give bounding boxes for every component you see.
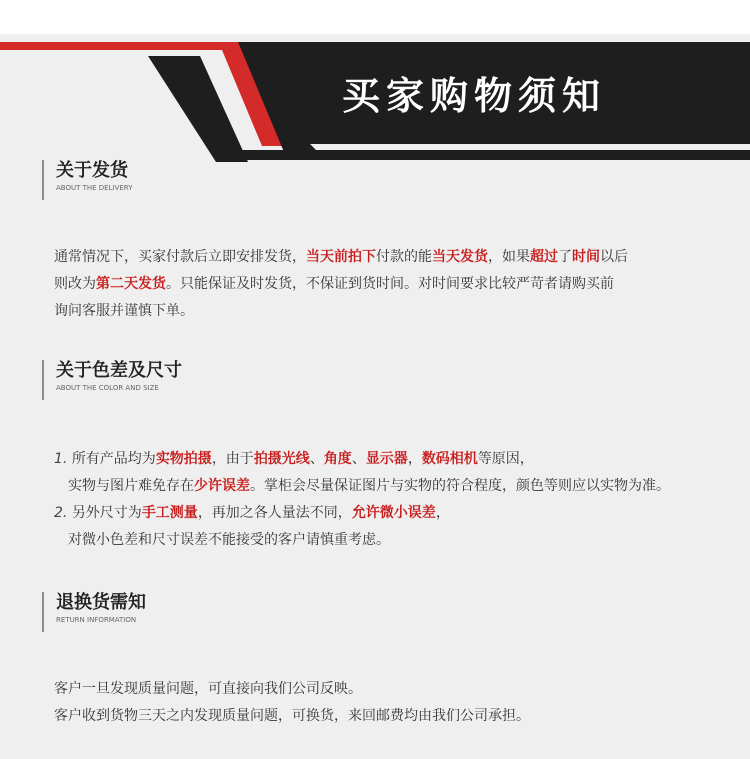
text: 等原因， [477, 451, 534, 467]
highlight: 第二天发货 [96, 276, 166, 292]
text: 所有产品均为 [71, 451, 156, 467]
text: 。只能保证及时发货，不保证到货时间。对时间要求比较严苛者请购买前 [166, 276, 614, 292]
highlight: 显示器 [365, 451, 408, 467]
highlight: 时间 [572, 249, 600, 265]
delivery-line-1 [54, 244, 628, 271]
text: 另外尺寸为 [71, 505, 142, 521]
highlight: 少许误差 [194, 478, 250, 494]
text: 则改为 [54, 276, 96, 292]
highlight: 允许微小误差 [351, 505, 436, 521]
text: 了 [558, 249, 572, 265]
highlight: 实物拍摄 [155, 451, 212, 467]
delivery-line-3 [54, 298, 628, 325]
color-size-item-2-continued [54, 527, 670, 554]
text: 、 [309, 451, 324, 467]
delivery-line-2 [54, 271, 628, 298]
highlight: 拍摄光线 [253, 451, 310, 467]
text: ，由于 [211, 451, 254, 467]
returns-line-2: 客户收到货物三天之内发现质量问题，可换货，来回邮费均由我们公司承担。 [54, 708, 530, 724]
color-size-subtitle: ABOUT THE COLOR AND SIZE [56, 384, 159, 392]
color-size-item-2 [54, 500, 670, 527]
text: ， [407, 451, 422, 467]
banner-black-bottom [236, 150, 750, 160]
text: ，如果 [488, 249, 530, 265]
color-size-item-1 [54, 446, 670, 473]
text: 、 [351, 451, 366, 467]
highlight: 超过 [530, 249, 558, 265]
banner-title: 买家购物须知 [342, 74, 607, 118]
text: 询问客服并谨慎下单。 [54, 303, 194, 319]
text: 付款的能 [376, 249, 432, 265]
color-size-item-1-continued [54, 473, 670, 500]
text: 。掌柜会尽量保证图片与实物的符合程度，颜色等则应以实物为准。 [250, 478, 670, 494]
highlight: 当天发货 [432, 249, 488, 265]
color-size-title: 关于色差及尺寸 [56, 360, 182, 381]
text: 对微小色差和尺寸误差不能接受的客户请慎重考虑。 [68, 532, 390, 548]
delivery-subtitle: ABOUT THE DELIVERY [56, 184, 133, 192]
highlight: 当天前拍下 [306, 249, 376, 265]
color-size-paragraph [54, 446, 670, 554]
returns-title: 退换货需知 [56, 592, 146, 613]
text: 以后 [600, 249, 628, 265]
top-white-strip [0, 0, 750, 34]
text: ，再加之各人量法不同， [197, 505, 352, 521]
text: ， [435, 505, 450, 521]
highlight: 数码相机 [421, 451, 478, 467]
list-number: 1. [54, 451, 68, 467]
highlight: 手工测量 [141, 505, 198, 521]
highlight: 角度 [323, 451, 352, 467]
list-number: 2. [54, 505, 68, 521]
returns-paragraph [54, 676, 530, 730]
text: 通常情况下，买家付款后立即安排发货， [54, 249, 306, 265]
returns-line-1: 客户一旦发现质量问题，可直接向我们公司反映。 [54, 681, 362, 697]
returns-section-header [42, 592, 146, 632]
delivery-title: 关于发货 [56, 160, 128, 181]
delivery-section-header [42, 160, 132, 200]
text: 实物与图片难免存在 [68, 478, 194, 494]
returns-subtitle: RETURN INFORMATION [56, 616, 137, 624]
delivery-paragraph [54, 244, 628, 325]
color-size-section-header [42, 360, 182, 400]
